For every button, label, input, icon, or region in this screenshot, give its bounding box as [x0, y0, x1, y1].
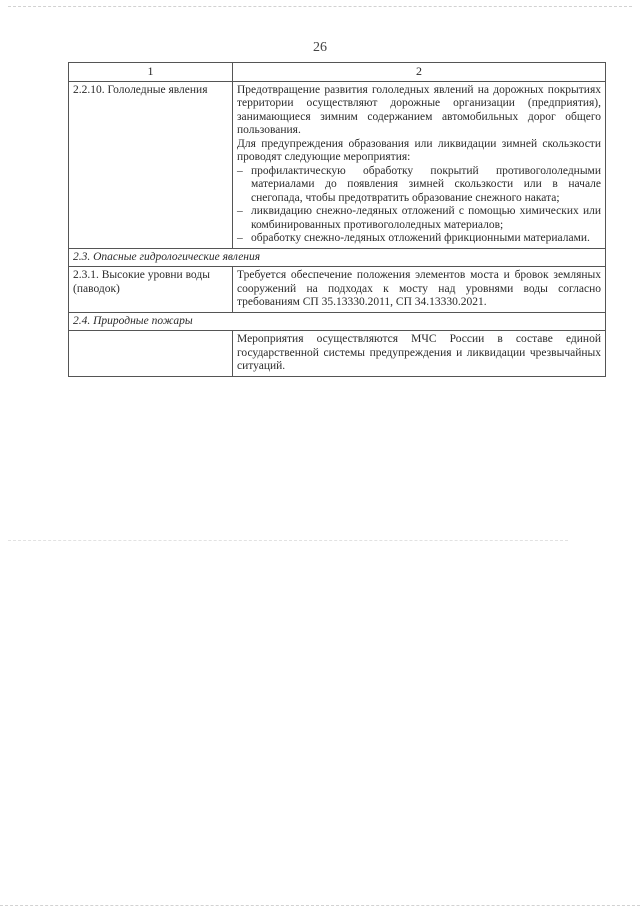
- section-row-hydrological: [69, 248, 606, 267]
- column-header-1: 1: [69, 63, 233, 82]
- table-row-flood: [69, 267, 606, 313]
- measures-list: [237, 165, 601, 246]
- table-row-icing: [69, 81, 606, 248]
- paragraph: Предотвращение развития гололедных явлений на дорожных покрытиях территории осуществляют дорожные организации (предприятия), занимающиеся зимним содержанием автомобильных дорог общего пользования.: [237, 83, 601, 136]
- row-label: 2.3.1. Высокие уровни воды (паводок): [69, 267, 233, 313]
- table-row-wildfire-measures: [69, 331, 606, 377]
- list-item: – ликвидацию снежно-ледяных отложений с помощью химических или комбинированных противогололедных материалов;: [237, 205, 601, 232]
- scan-artifact-bottom: [0, 905, 640, 907]
- row-content: [233, 267, 606, 313]
- table-header-row: [69, 63, 606, 82]
- column-header-2: 2: [233, 63, 606, 82]
- section-heading: 2.3. Опасные гидрологические явления: [69, 248, 606, 267]
- row-content: [233, 331, 606, 377]
- row-label: [69, 331, 233, 377]
- paragraph: Мероприятия осуществляются МЧС России в составе единой государственной системы предупреждения и ликвидации чрезвычайных ситуаций.: [237, 333, 601, 372]
- section-heading: 2.4. Природные пожары: [69, 312, 606, 331]
- page-number: 26: [313, 40, 327, 55]
- paragraph: Для предупреждения образования или ликвидации зимней скользкости проводят следующие мероприятия:: [237, 137, 601, 163]
- list-item: – профилактическую обработку покрытий противогололедными материалами до появления зимней скользкости или в начале снегопада, чтобы предотвратить образование снежного наката;: [237, 165, 601, 206]
- paragraph: Требуется обеспечение положения элементов моста и бровок земляных сооружений на подходах к мосту над уровнями воды согласно требованиям СП 35.13330.2011, СП 34.13330.2021.: [237, 269, 601, 308]
- row-label: 2.2.10. Гололедные явления: [69, 81, 233, 248]
- scan-artifact-middle: [8, 540, 568, 542]
- row-content: [233, 81, 606, 248]
- scan-artifact-top: [8, 6, 632, 8]
- section-row-wildfires: [69, 312, 606, 331]
- list-item: – обработку снежно-ледяных отложений фрикционными материалами.: [237, 232, 601, 246]
- measures-table: [68, 62, 606, 377]
